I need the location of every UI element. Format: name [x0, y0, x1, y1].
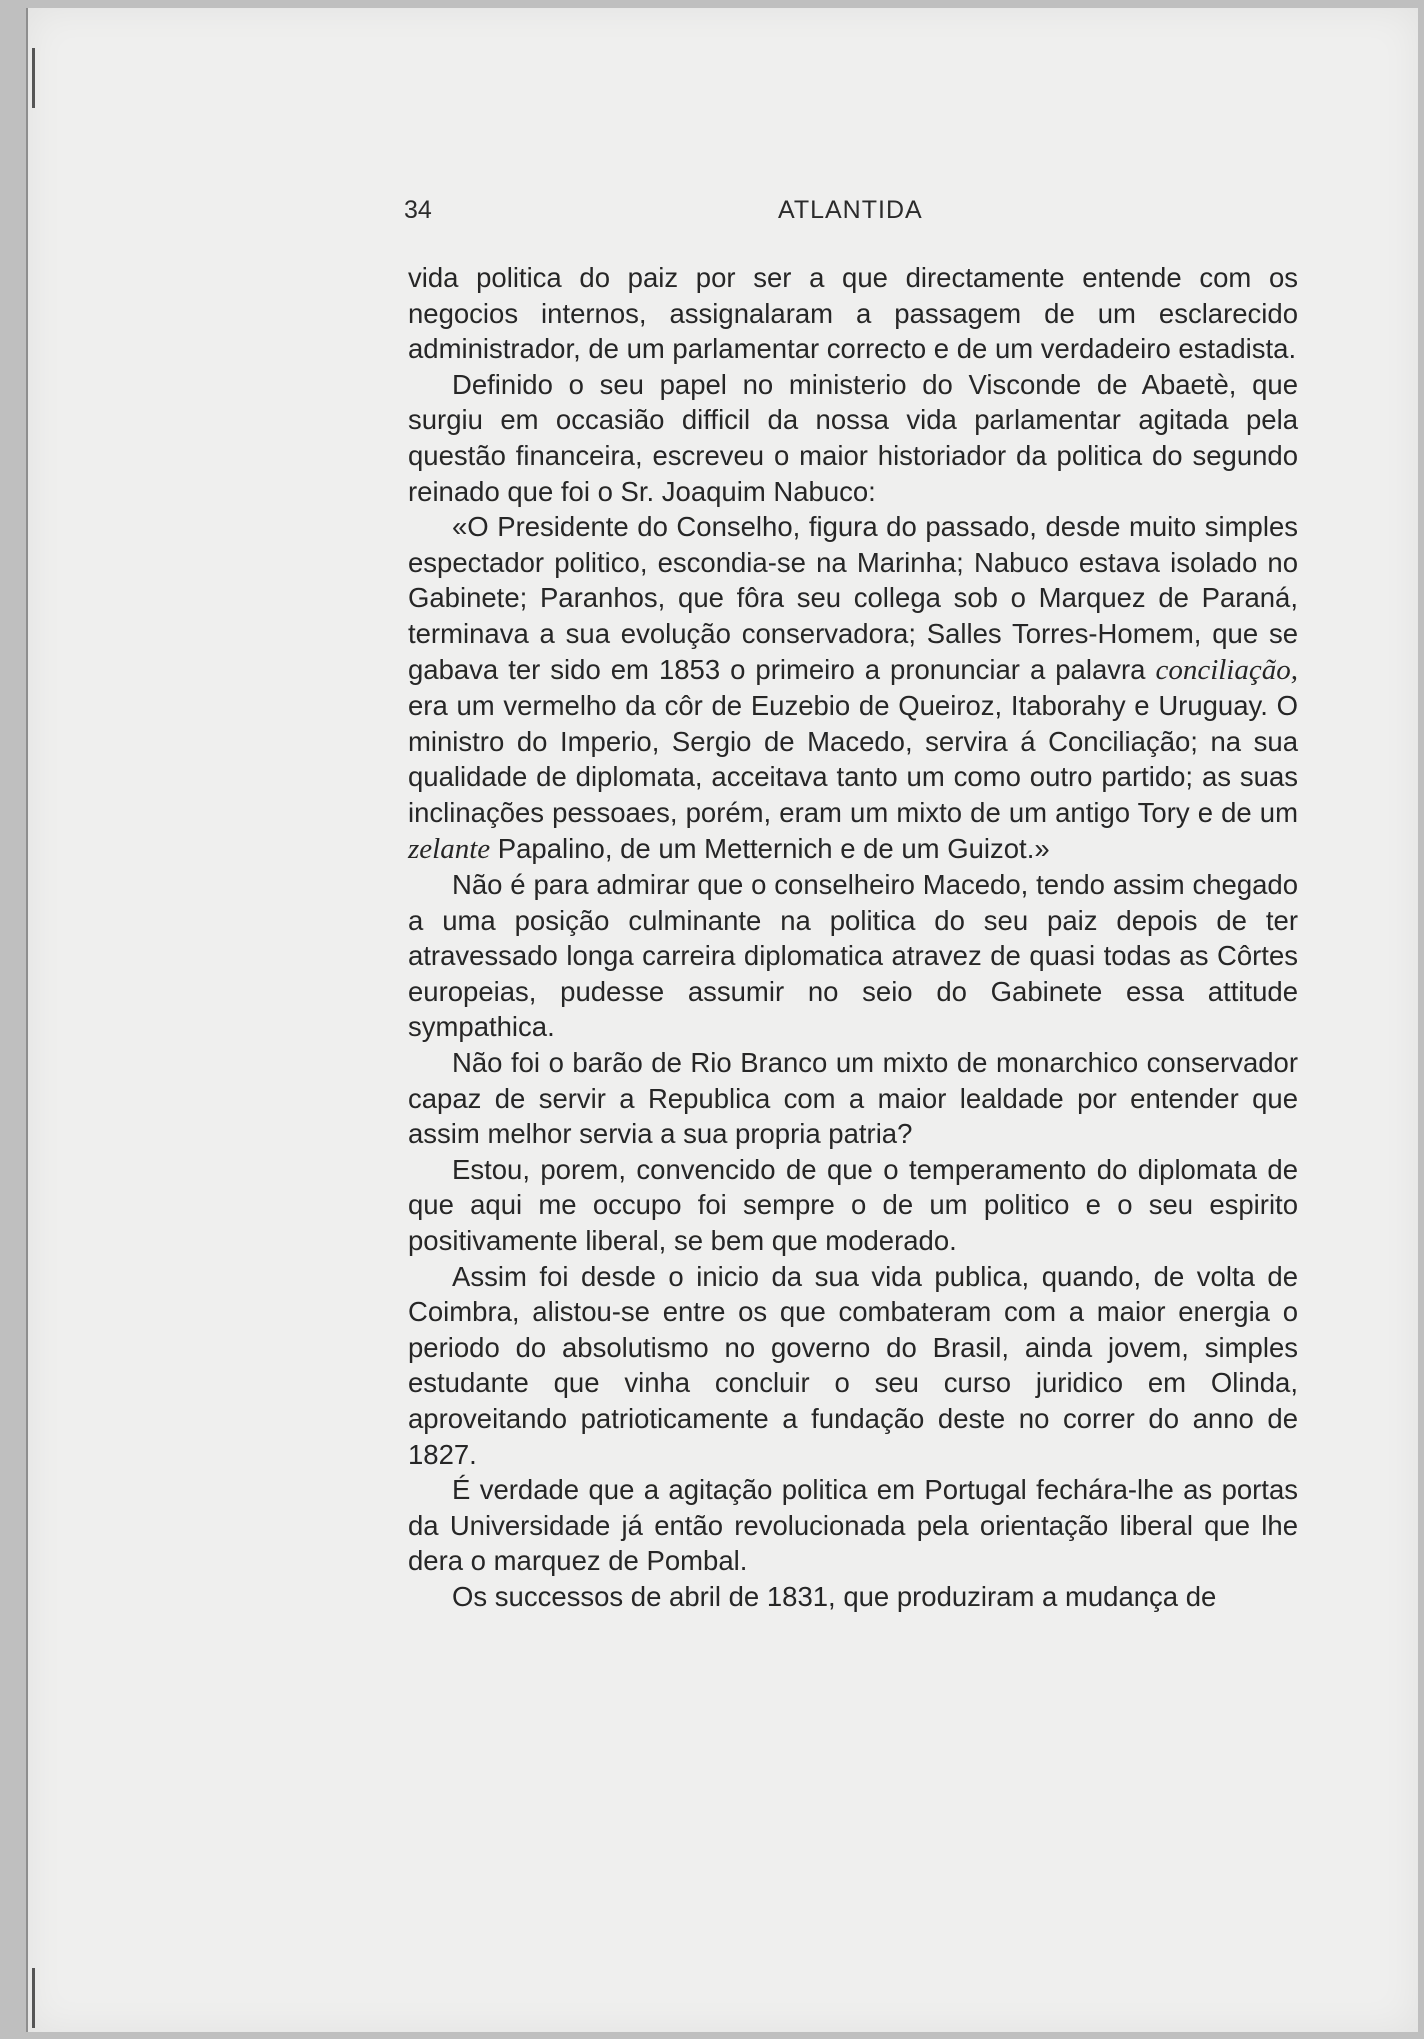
text-run: vida politica do paiz por ser a que directamente entende com os negocios internos, assignalaram a passagem de um esclarecido administrador, de um parlamentar correcto e de um verdadeiro estadista. — [408, 262, 1298, 365]
paragraph — [408, 367, 1298, 509]
paragraph — [408, 1472, 1298, 1579]
italic-text: conciliação, — [1155, 653, 1298, 686]
paragraph — [408, 1152, 1298, 1259]
paragraph — [408, 1045, 1298, 1152]
paragraph — [408, 867, 1298, 1045]
journal-title: ATLANTIDA — [778, 196, 923, 224]
text-run: era um vermelho da côr de Euzebio de Queiroz, Itaborahy e Uruguay. O ministro do Imperio, Sergio de Macedo, servira á Conciliação; na sua qualidade de diplomata, acceitava tanto um como outro partido; as suas inclinações pessoaes, porém, eram um mixto de um antigo Tory e de um — [408, 690, 1298, 828]
paragraph — [408, 1579, 1298, 1615]
text-run: É verdade que a agitação politica em Portugal fechára-lhe as portas da Universidade já então revolucionada pela orientação liberal que lhe dera o marquez de Pombal. — [408, 1474, 1298, 1577]
body-text — [408, 260, 1298, 1615]
binding-edge-mark — [32, 48, 35, 108]
running-head — [28, 196, 1418, 232]
text-run: Os successos de abril de 1831, que produziram a mudança de — [452, 1580, 1217, 1612]
text-run: Não foi o barão de Rio Branco um mixto de monarchico conservador capaz de servir a Republica com a maior lealdade por entender que assim melhor servia a sua propria patria? — [408, 1047, 1298, 1150]
text-run: Papalino, de um Metternich e de um Guizot.» — [490, 832, 1050, 864]
text-run: Estou, porem, convencido de que o temperamento do diplomata de que aqui me occupo foi sempre o de um politico e o seu espirito positivamente liberal, se bem que moderado. — [408, 1153, 1298, 1257]
text-run: Assim foi desde o inicio da sua vida publica, quando, de volta de Coimbra, alistou-se entre os que combateram com a maior energia o periodo do absolutismo no governo do Brasil, ainda jovem, simples estudante que vinha concluir o seu curso juridico em Olinda, aproveitando patrioticamente a fundação deste no correr do anno de 1827. — [408, 1260, 1298, 1470]
paragraph — [408, 509, 1298, 867]
book-page — [26, 8, 1418, 2032]
text-run: Definido o seu papel no ministerio do Visconde de Abaetè, que surgiu em occasião difficil da nossa vida parlamentar agitada pela questão financeira, escreveu o maior historiador da politica do segundo reinado que foi o Sr. Joaquim Nabuco: — [408, 368, 1298, 507]
text-run: Não é para admirar que o conselheiro Macedo, tendo assim chegado a uma posição culminante na politica do seu paiz depois de ter atravessado longa carreira diplomatica atravez de quasi todas as Côrtes europeias, pudesse assumir no seio do Gabinete essa attitude sympathica. — [408, 869, 1298, 1043]
paragraph — [408, 260, 1298, 367]
italic-text: zelante — [408, 832, 491, 865]
page-number: 34 — [404, 196, 432, 224]
text-run: «O Presidente do Conselho, figura do passado, desde muito simples espectador politico, escondia-se na Marinha; Nabuco estava isolado no Gabinete; Paranhos, que fôra seu collega sob o Marquez de Paraná, terminava a sua evolução conservadora; Salles Torres-Homem, que se gabava ter sido em 1853 o primeiro a pronunciar a palavra — [408, 511, 1298, 685]
binding-edge-mark — [32, 1968, 35, 2028]
paragraph — [408, 1259, 1298, 1473]
